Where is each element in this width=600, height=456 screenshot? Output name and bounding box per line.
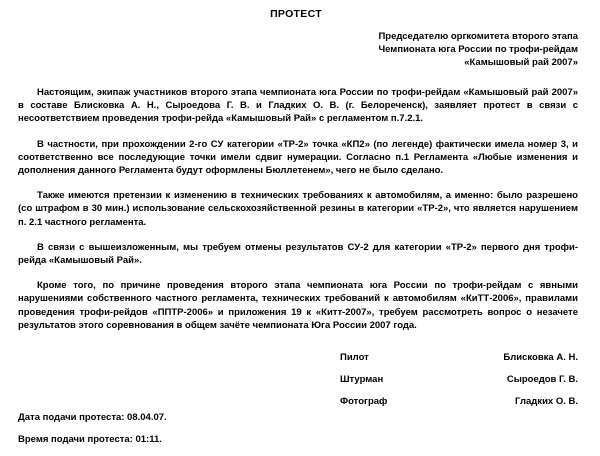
document-footer bbox=[18, 411, 418, 455]
signature-row bbox=[340, 395, 578, 408]
body-paragraph: Также имеются претензии к изменению в технических требованиях к автомобилям, а именно: было разрешено (со штрафом в 30 мин.) использование сельскохозяйственной резины в категории «ТР-2», что является нарушением п. 2.1 частного регламента. bbox=[18, 190, 578, 228]
body-paragraph: В частности, при прохождении 2-го СУ категории «ТР-2» точка «КП2» (по легенде) фактически имела номер 3, и соответственно все последующие точки имели сдвиг нумерации. Согласно п.1 Регламента «Любые изменения и дополнения данного Регламента будут оформлены Бюллетенем», чего не было сделано. bbox=[18, 138, 578, 177]
submission-date: Дата подачи протеста: 08.04.07. bbox=[18, 412, 167, 423]
addressee-line-1: Председателю оргкомитета второго этапа bbox=[378, 31, 578, 42]
body-paragraph: Кроме того, по причине проведения второго этапа чемпионата юга России по трофи-рейдам с явными нарушениями собственного частного регламента, технических требований к автомобилям «КиТТ-2006», правилами проведения трофи-рейдов «ППТР-2006» и приложения 19 к «Китт-2007», требуем рассмотреть вопрос о незачете результатов этого соревнования в общем зачёте чемпионата Юга России 2007 года. bbox=[18, 280, 578, 331]
addressee-line-2: Чемпионата юга России по трофи-рейдам bbox=[378, 44, 578, 55]
addressee-block bbox=[288, 30, 578, 69]
signature-role: Пилот bbox=[340, 352, 369, 363]
signature-row bbox=[340, 373, 578, 386]
signature-name: Блисковка А. Н. bbox=[503, 352, 578, 363]
signature-role: Штурман bbox=[340, 374, 384, 385]
document-body bbox=[18, 86, 578, 332]
signature-name: Сыроедов Г. В. bbox=[506, 374, 578, 385]
signature-role: Фотограф bbox=[340, 396, 388, 407]
submission-time: Время подачи протеста: 01:11. bbox=[18, 434, 162, 445]
signature-block bbox=[340, 351, 578, 417]
signature-name: Гладких О. В. bbox=[515, 396, 578, 407]
addressee-line-3: «Камышовый рай 2007» bbox=[464, 57, 578, 68]
body-paragraph: Настоящим, экипаж участников второго этапа чемпионата юга России по трофи-рейдам «Камышовый рай 2007» в составе Блисковка А. Н., Сыроедова Г. В. и Гладких О. В. (г. Белореченск), заявляет протест в связи с несоответствием проведения трофи-рейда «Камышовый Рай» с регламентом п.7.2.1. bbox=[18, 87, 578, 125]
body-paragraph: В связи с вышеизложенным, мы требуем отмены результатов СУ-2 для категории «ТР-2» первого дня трофи-рейда «Камышовый Рай». bbox=[18, 241, 578, 267]
page-title: ПРОТЕСТ bbox=[270, 8, 322, 20]
signature-row bbox=[340, 351, 578, 364]
